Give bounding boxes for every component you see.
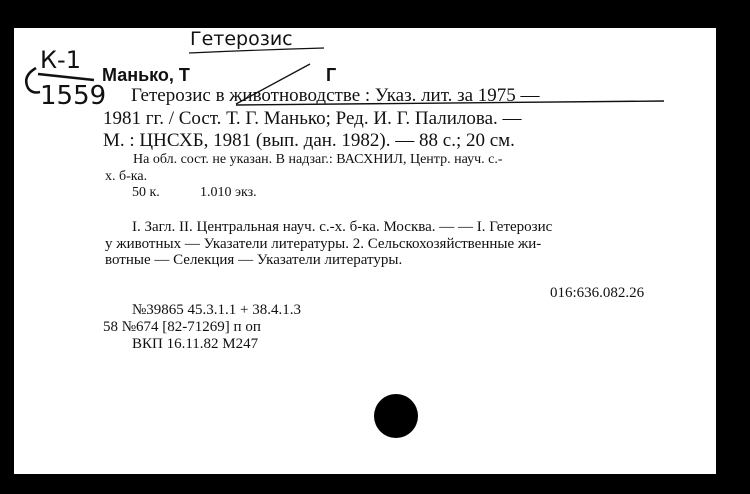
price: 50 к. — [132, 185, 160, 200]
copies: 1.010 экз. — [200, 185, 257, 200]
note-line-1: На обл. сост. не указан. В надзаг.: ВАСХНИЛ, Центр. науч. с.- — [133, 152, 503, 167]
tracing-line-2: у животных — Указатели литературы. 2. Сельскохозяйственные жи- — [105, 236, 542, 252]
record-line-3: ВКП 16.11.82 М247 — [132, 336, 259, 352]
author-initial: Г — [326, 65, 337, 85]
note-line-2: х. б-ка. — [105, 169, 148, 184]
record-line-2: 58 №674 [82-71269] п оп — [103, 319, 261, 335]
title-line-3: М. : ЦНСХБ, 1981 (вып. дан. 1982). — 88 с.; 20 см. — [103, 130, 515, 151]
tracing-line-3: вотные — Селекция — Указатели литературы. — [105, 252, 403, 268]
author-heading: Манько, Т — [102, 65, 190, 85]
catalog-card — [14, 28, 716, 474]
subject-note-handwritten: Гетерозис — [190, 28, 293, 50]
udc-number: 016:636.082.26 — [550, 285, 645, 301]
title-line-2: 1981 гг. / Сост. Т. Г. Манько; Ред. И. Г. Палилова. — — [103, 108, 522, 129]
record-line-1: №39865 45.3.1.1 + 38.4.1.3 — [132, 302, 302, 318]
shelf-mark-bottom: 1559 — [40, 81, 107, 111]
punch-hole — [374, 394, 418, 438]
tracing-line-1: I. Загл. II. Центральная науч. с.-х. б-ка. Москва. — — I. Гетерозис — [132, 219, 553, 235]
shelf-mark-top: К-1 — [40, 46, 81, 74]
title-line-1: Гетерозис в животноводстве : Указ. лит. за 1975 — — [131, 85, 540, 106]
